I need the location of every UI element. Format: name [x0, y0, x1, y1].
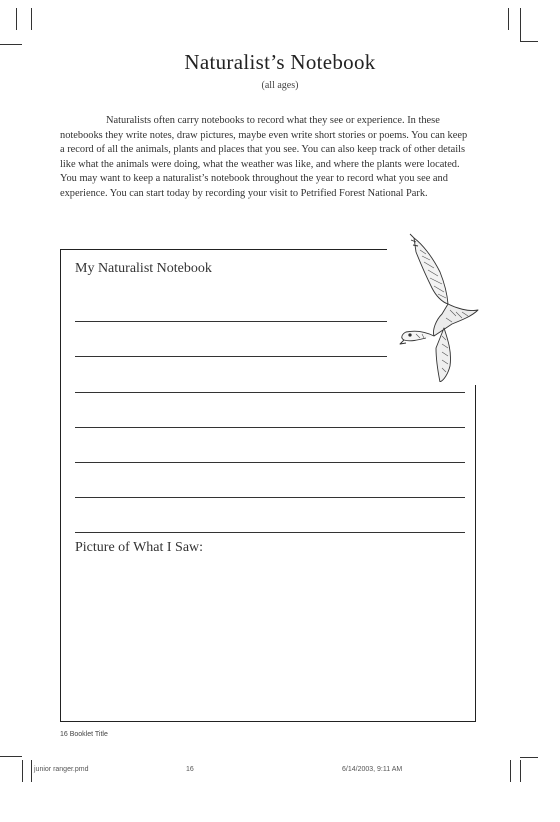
- crop-mark: [520, 757, 538, 758]
- notebook-box-border: [60, 721, 476, 722]
- writing-line[interactable]: [75, 532, 465, 533]
- writing-line[interactable]: [75, 497, 465, 498]
- intro-text: Naturalists often carry notebooks to record what they see or experience. In these notebooks they write notes, draw pictures, maybe even write short stories or poems. You can keep a record of all the animals, plants and places that you see. You can also keep track of other details like what the animals were doing, what the weather was like, and where the plants were located. You may want to keep a naturalist’s notebook throughout the year to record what you see and experience. You can start today by recording your visit to Petrified Forest National Park.: [60, 115, 468, 199]
- slug-timestamp: 6/14/2003, 9:11 AM: [342, 766, 403, 773]
- hawk-icon: [392, 232, 482, 382]
- page-title: Naturalist’s Notebook: [184, 50, 376, 74]
- picture-label: Picture of What I Saw:: [75, 540, 204, 555]
- crop-mark: [520, 8, 521, 42]
- crop-mark: [520, 41, 538, 42]
- crop-mark: [508, 8, 509, 30]
- crop-mark: [0, 756, 22, 757]
- crop-mark: [22, 760, 23, 782]
- writing-line[interactable]: [75, 356, 387, 357]
- writing-line[interactable]: [75, 321, 387, 322]
- notebook-box-border: [475, 385, 476, 722]
- notebook-heading: My Naturalist Notebook: [75, 261, 212, 276]
- drawing-area[interactable]: [62, 562, 474, 720]
- page-subtitle: (all ages): [261, 80, 299, 91]
- slug-filename: junior ranger.pmd: [34, 766, 89, 773]
- intro-paragraph: [60, 114, 468, 202]
- writing-line[interactable]: [75, 427, 465, 428]
- crop-mark: [31, 8, 32, 30]
- writing-line[interactable]: [75, 462, 465, 463]
- notebook-box-border: [60, 249, 61, 722]
- crop-mark: [0, 44, 22, 45]
- crop-mark: [510, 760, 511, 782]
- slug-page-number: 16: [186, 766, 194, 773]
- writing-line[interactable]: [75, 392, 465, 393]
- footer-label: 16 Booklet Title: [60, 731, 108, 738]
- crop-mark: [31, 760, 32, 782]
- crop-mark: [16, 8, 17, 30]
- crop-mark: [520, 760, 521, 782]
- notebook-box-border: [60, 249, 387, 250]
